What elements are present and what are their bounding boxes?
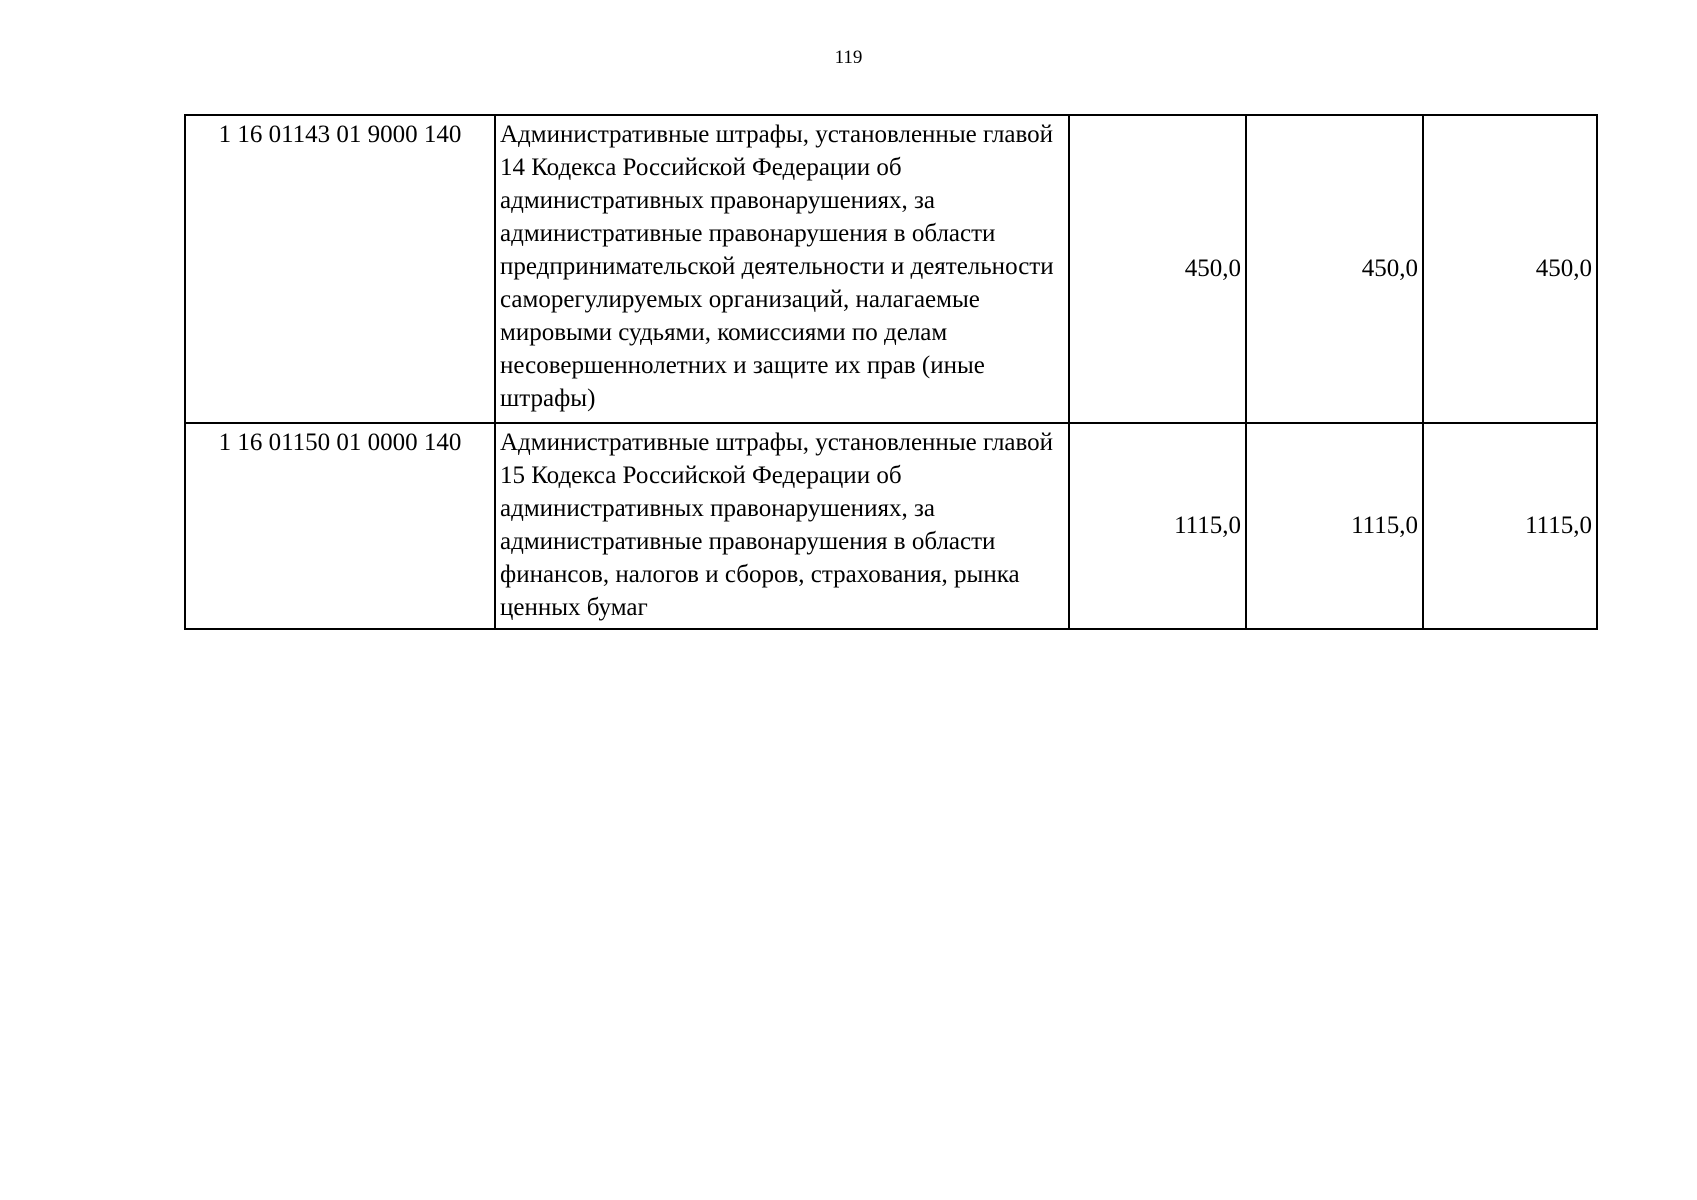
amount-cell-year-3: 1115,0 — [1423, 423, 1597, 629]
page-number: 119 — [834, 47, 863, 68]
amount-cell-year-2: 1115,0 — [1246, 423, 1423, 629]
amount-cell-year-1: 1115,0 — [1069, 423, 1246, 629]
revenue-code-cell: 1 16 01150 01 0000 140 — [185, 423, 495, 629]
budget-revenue-table — [184, 114, 1598, 630]
table-row — [185, 115, 1597, 423]
amount-cell-year-1: 450,0 — [1069, 115, 1246, 423]
revenue-description-cell: Административные штрафы, установленные главой 14 Кодекса Российской Федерации об административных правонарушениях, за административные правонарушения в области предпринимательской деятельности и деятельности саморегулируемых организаций, налагаемые мировыми судьями, комиссиями по делам несовершеннолетних и защите их прав (иные штрафы) — [495, 115, 1069, 423]
amount-cell-year-2: 450,0 — [1246, 115, 1423, 423]
revenue-description-cell: Административные штрафы, установленные главой 15 Кодекса Российской Федерации об административных правонарушениях, за административные правонарушения в области финансов, налогов и сборов, страхования, рынка ценных бумаг — [495, 423, 1069, 629]
revenue-code-cell: 1 16 01143 01 9000 140 — [185, 115, 495, 423]
amount-cell-year-3: 450,0 — [1423, 115, 1597, 423]
table-row — [185, 423, 1597, 629]
